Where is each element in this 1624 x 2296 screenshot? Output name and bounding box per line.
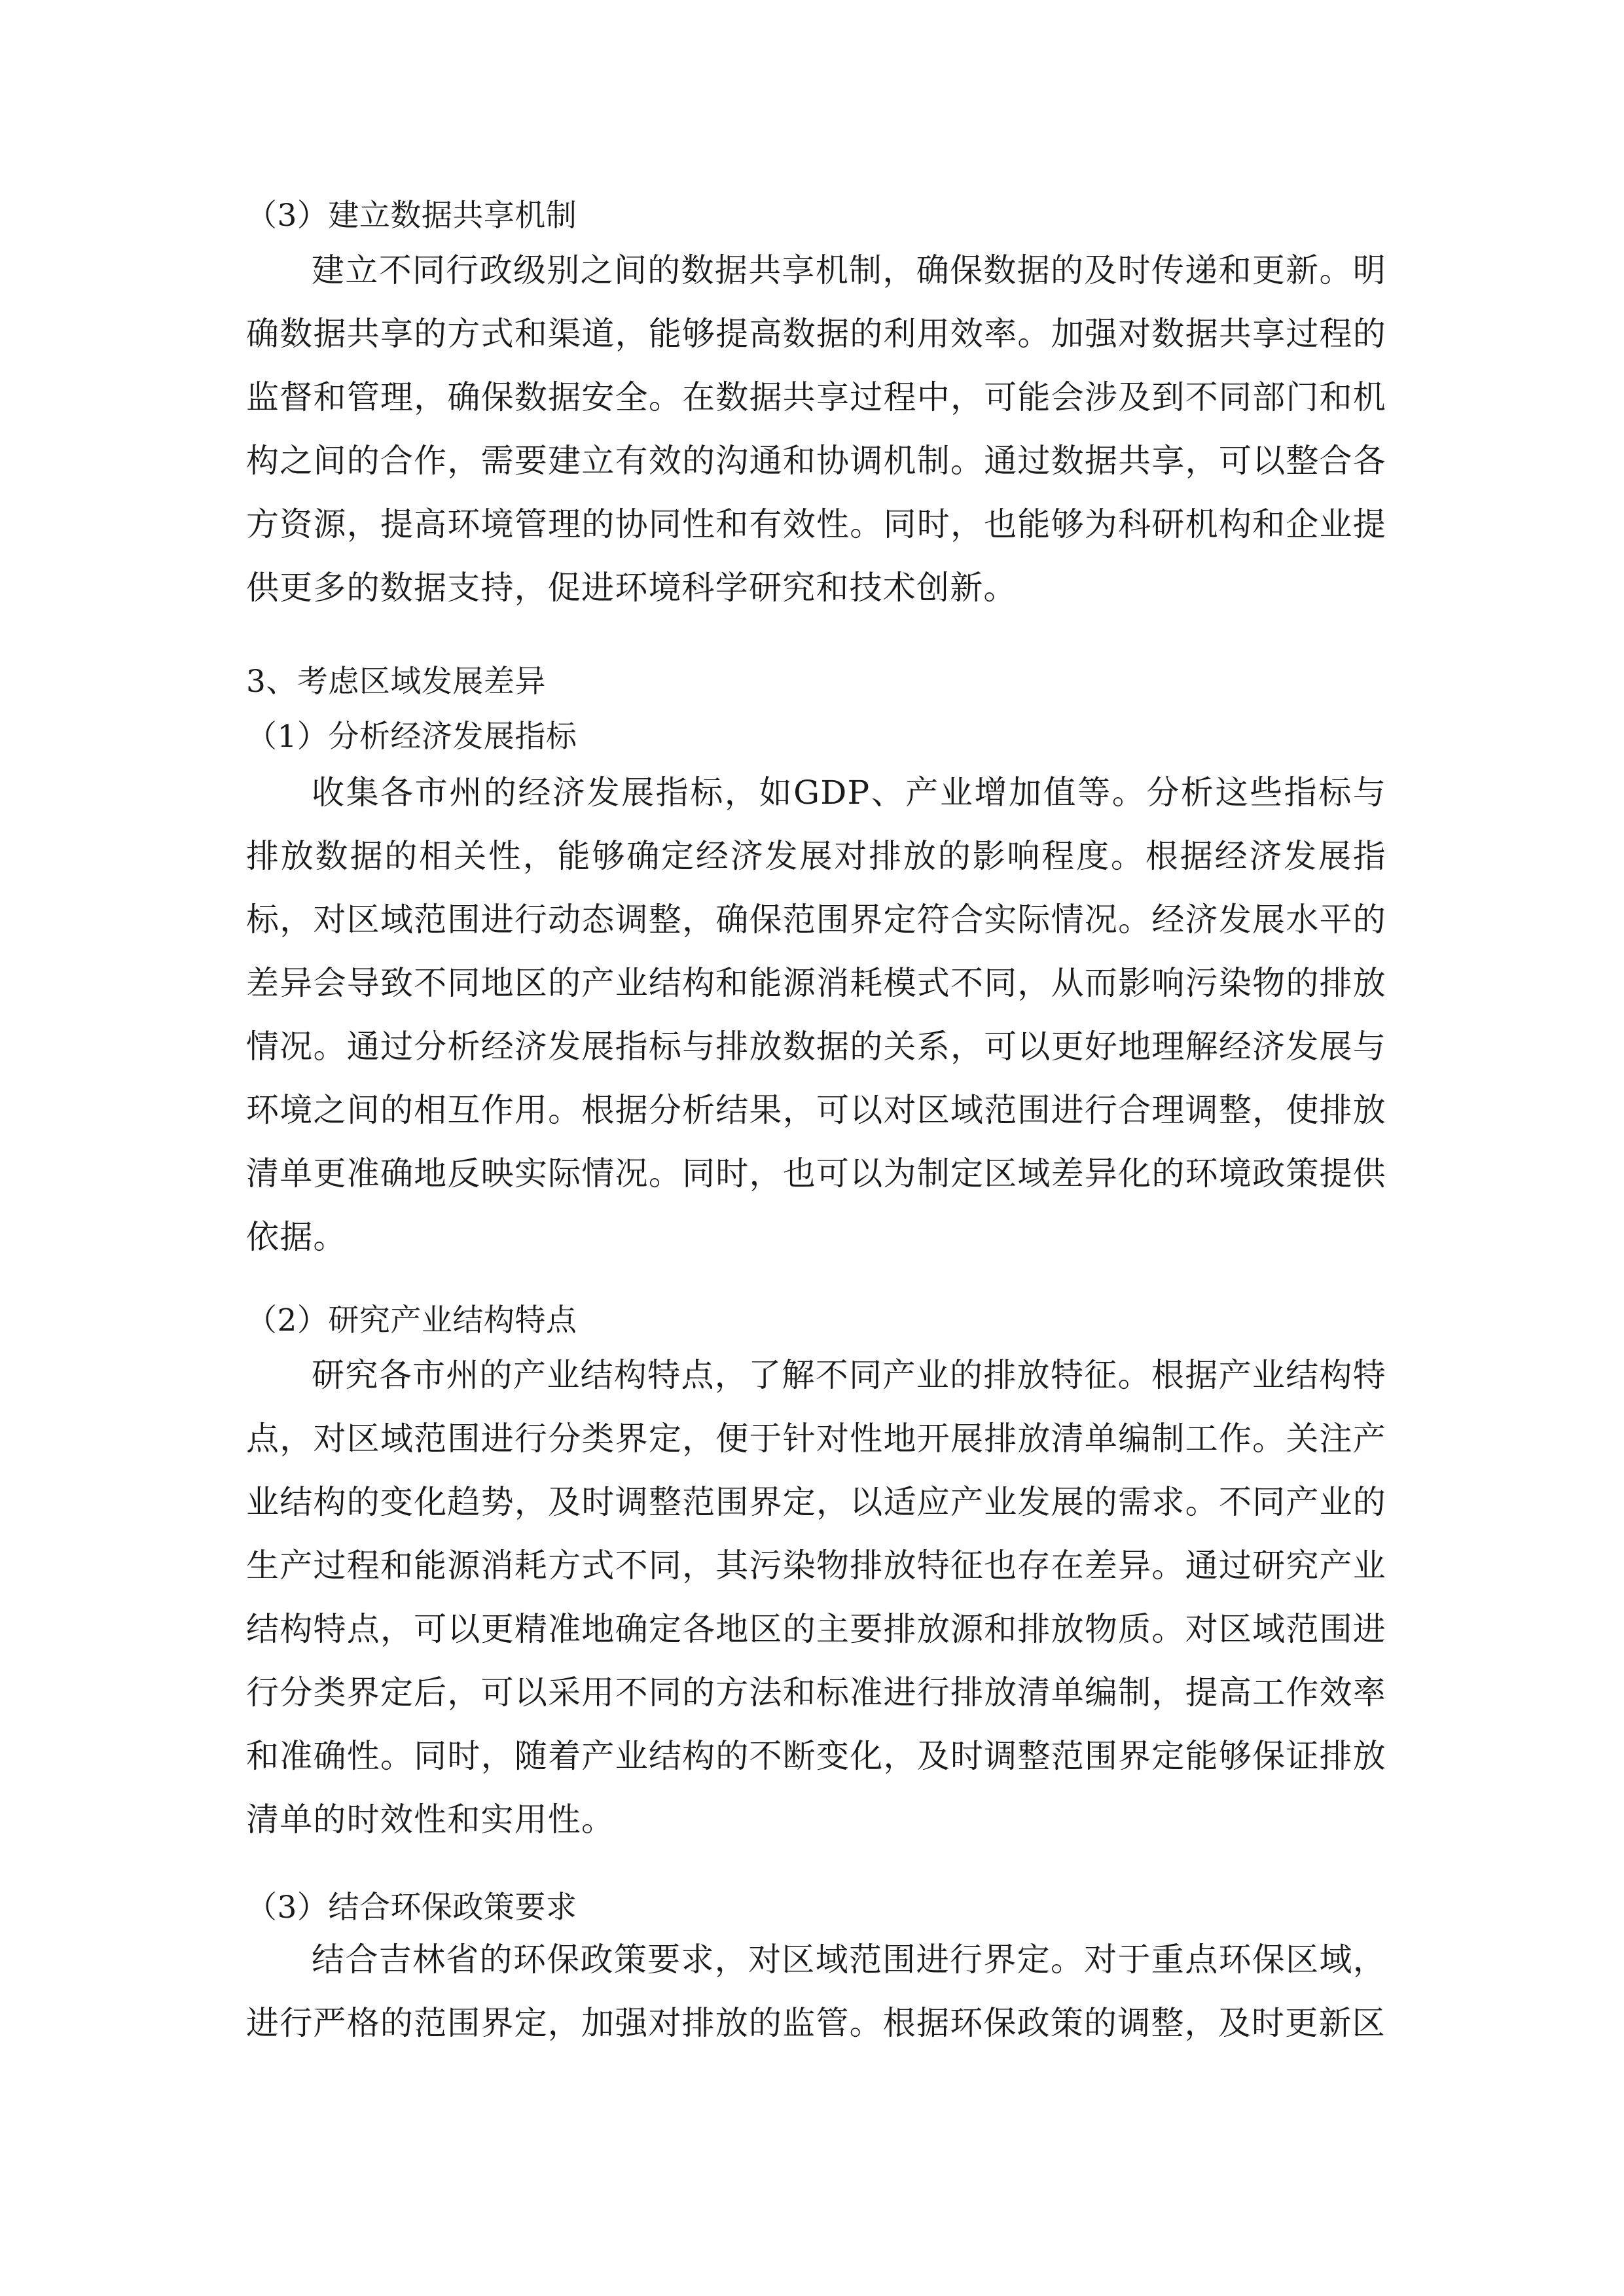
section-paragraph: 研究各市州的产业结构特点，了解不同产业的排放特征。根据产业结构特点，对区域范围进行分类界定，便于针对性地开展排放清单编制工作。关注产业结构的变化趋势，及时调整范围界定，以适应产业发展的需求。不同产业的生产过程和能源消耗方式不同，其污染物排放特征也存在差异。通过研究产业结构特点，可以更精准地确定各地区的主要排放源和排放物质。对区域范围进行分类界定后，可以采用不同的方法和标准进行排放清单编制，提高工作效率和准确性。同时，随着产业结构的不断变化，及时调整范围界定能够保证排放清单的时效性和实用性。 bbox=[246, 1356, 1386, 1839]
section-heading: （3）建立数据共享机制 bbox=[246, 198, 577, 234]
section-heading: 3、考虑区域发展差异 bbox=[246, 664, 546, 700]
section-paragraph: 收集各市州的经济发展指标，如GDP、产业增加值等。分析这些指标与排放数据的相关性，能够确定经济发展对排放的影响程度。根据经济发展指标，对区域范围进行动态调整，确保范围界定符合实际情况。经济发展水平的差异会导致不同地区的产业结构和能源消耗模式不同，从而影响污染物的排放情况。通过分析经济发展指标与排放数据的关系，可以更好地理解经济发展与环境之间的相互作用。根据分析结果，可以对区域范围进行合理调整，使排放清单更准确地反映实际情况。同时，也可以为制定区域差异化的环境政策提供依据。 bbox=[246, 774, 1386, 1256]
section-heading: （1）分析经济发展指标 bbox=[246, 719, 577, 755]
section-paragraph: 结合吉林省的环保政策要求，对区域范围进行界定。对于重点环保区域，进行严格的范围界定，加强对排放的监管。根据环保政策的调整，及时更新区 bbox=[246, 1941, 1386, 2042]
section-paragraph: 建立不同行政级别之间的数据共享机制，确保数据的及时传递和更新。明确数据共享的方式和渠道，能够提高数据的利用效率。加强对数据共享过程的监督和管理，确保数据安全。在数据共享过程中，可能会涉及到不同部门和机构之间的合作，需要建立有效的沟通和协调机制。通过数据共享，可以整合各方资源，提高环境管理的协同性和有效性。同时，也能够为科研机构和企业提供更多的数据支持，促进环境科学研究和技术创新。 bbox=[246, 251, 1386, 607]
section-heading: （2）研究产业结构特点 bbox=[246, 1302, 577, 1338]
section-heading: （3）结合环保政策要求 bbox=[246, 1890, 577, 1926]
